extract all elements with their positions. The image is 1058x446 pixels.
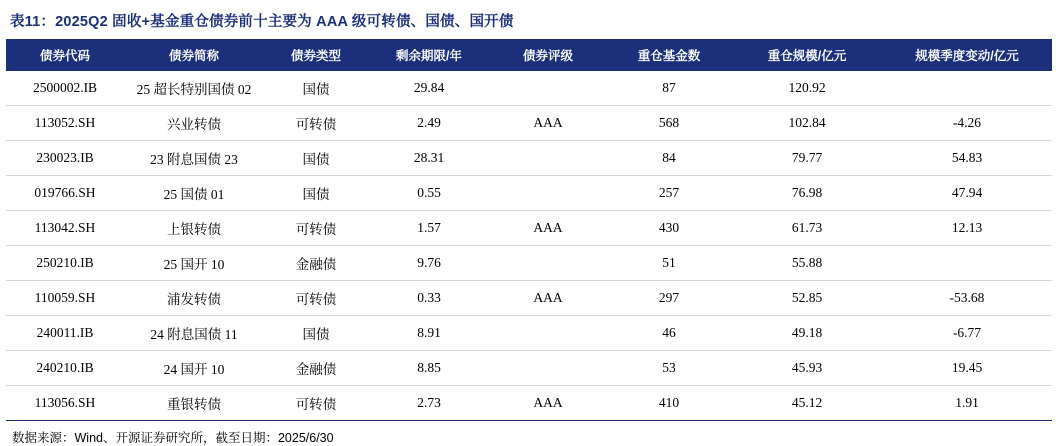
column-header-bond-name: 债券简称 xyxy=(124,39,264,71)
cell-bond-name: 浦发转债 xyxy=(124,281,264,316)
cell-quarterly-change: 54.83 xyxy=(882,141,1052,176)
cell-fund-count: 568 xyxy=(606,106,732,141)
table-row xyxy=(6,316,1052,351)
table-body xyxy=(6,71,1052,421)
cell-fund-count: 53 xyxy=(606,351,732,386)
cell-bond-code: 240210.IB xyxy=(6,351,124,386)
cell-quarterly-change xyxy=(882,246,1052,281)
cell-remaining-maturity: 8.91 xyxy=(368,316,490,351)
table-row xyxy=(6,141,1052,176)
cell-bond-rating xyxy=(490,246,606,281)
cell-bond-rating xyxy=(490,316,606,351)
cell-bond-code: 250210.IB xyxy=(6,246,124,281)
cell-bond-code: 110059.SH xyxy=(6,281,124,316)
cell-bond-name: 兴业转债 xyxy=(124,106,264,141)
cell-bond-name: 25 国开 10 xyxy=(124,246,264,281)
cell-bond-type: 国债 xyxy=(264,71,368,106)
cell-quarterly-change: -4.26 xyxy=(882,106,1052,141)
bond-holdings-table xyxy=(6,39,1052,421)
cell-bond-code: 113052.SH xyxy=(6,106,124,141)
column-header-bond-rating: 债券评级 xyxy=(490,39,606,71)
cell-holding-scale: 52.85 xyxy=(732,281,882,316)
table-row xyxy=(6,281,1052,316)
table-row xyxy=(6,246,1052,281)
cell-holding-scale: 55.88 xyxy=(732,246,882,281)
cell-holding-scale: 120.92 xyxy=(732,71,882,106)
cell-holding-scale: 76.98 xyxy=(732,176,882,211)
cell-holding-scale: 45.93 xyxy=(732,351,882,386)
cell-bond-name: 上银转债 xyxy=(124,211,264,246)
column-header-bond-code: 债券代码 xyxy=(6,39,124,71)
cell-fund-count: 257 xyxy=(606,176,732,211)
cell-remaining-maturity: 8.85 xyxy=(368,351,490,386)
cell-bond-type: 可转债 xyxy=(264,106,368,141)
cell-bond-name: 24 附息国债 11 xyxy=(124,316,264,351)
cell-quarterly-change: 47.94 xyxy=(882,176,1052,211)
cell-bond-type: 可转债 xyxy=(264,386,368,421)
cell-bond-code: 113042.SH xyxy=(6,211,124,246)
table-row xyxy=(6,71,1052,106)
cell-fund-count: 87 xyxy=(606,71,732,106)
column-header-fund-count: 重仓基金数 xyxy=(606,39,732,71)
cell-bond-type: 可转债 xyxy=(264,211,368,246)
cell-quarterly-change: 12.13 xyxy=(882,211,1052,246)
cell-bond-name: 25 超长特别国债 02 xyxy=(124,71,264,106)
cell-quarterly-change: 1.91 xyxy=(882,386,1052,421)
cell-bond-name: 重银转债 xyxy=(124,386,264,421)
cell-remaining-maturity: 9.76 xyxy=(368,246,490,281)
cell-fund-count: 410 xyxy=(606,386,732,421)
cell-remaining-maturity: 2.73 xyxy=(368,386,490,421)
cell-bond-rating: AAA xyxy=(490,211,606,246)
cell-quarterly-change: -53.68 xyxy=(882,281,1052,316)
cell-bond-code: 113056.SH xyxy=(6,386,124,421)
cell-bond-rating: AAA xyxy=(490,106,606,141)
table-header-row xyxy=(6,39,1052,71)
cell-bond-rating xyxy=(490,141,606,176)
cell-bond-rating: AAA xyxy=(490,281,606,316)
table-row xyxy=(6,176,1052,211)
cell-bond-type: 金融债 xyxy=(264,351,368,386)
cell-bond-code: 230023.IB xyxy=(6,141,124,176)
cell-holding-scale: 49.18 xyxy=(732,316,882,351)
cell-fund-count: 46 xyxy=(606,316,732,351)
cell-fund-count: 51 xyxy=(606,246,732,281)
cell-bond-code: 019766.SH xyxy=(6,176,124,211)
cell-bond-type: 国债 xyxy=(264,316,368,351)
figure-title: 表11：2025Q2 固收+基金重仓债券前十主要为 AAA 级可转债、国债、国开债 xyxy=(10,14,514,30)
source-note: 数据来源：Wind、开源证券研究所，截至日期：2025/6/30 xyxy=(12,431,334,445)
cell-bond-name: 23 附息国债 23 xyxy=(124,141,264,176)
cell-bond-rating: AAA xyxy=(490,386,606,421)
table-row xyxy=(6,106,1052,141)
cell-bond-name: 24 国开 10 xyxy=(124,351,264,386)
cell-remaining-maturity: 0.55 xyxy=(368,176,490,211)
cell-bond-type: 金融债 xyxy=(264,246,368,281)
cell-bond-type: 国债 xyxy=(264,176,368,211)
cell-holding-scale: 79.77 xyxy=(732,141,882,176)
cell-remaining-maturity: 2.49 xyxy=(368,106,490,141)
cell-bond-rating xyxy=(490,176,606,211)
cell-bond-type: 国债 xyxy=(264,141,368,176)
cell-quarterly-change: -6.77 xyxy=(882,316,1052,351)
cell-fund-count: 297 xyxy=(606,281,732,316)
column-header-quarterly-change: 规模季度变动/亿元 xyxy=(882,39,1052,71)
cell-remaining-maturity: 1.57 xyxy=(368,211,490,246)
cell-bond-rating xyxy=(490,71,606,106)
table-header xyxy=(6,39,1052,71)
column-header-holding-scale: 重仓规模/亿元 xyxy=(732,39,882,71)
cell-remaining-maturity: 29.84 xyxy=(368,71,490,106)
table-row xyxy=(6,386,1052,421)
cell-remaining-maturity: 0.33 xyxy=(368,281,490,316)
table-row xyxy=(6,351,1052,386)
cell-holding-scale: 61.73 xyxy=(732,211,882,246)
cell-quarterly-change xyxy=(882,71,1052,106)
cell-holding-scale: 102.84 xyxy=(732,106,882,141)
column-header-remaining-maturity: 剩余期限/年 xyxy=(368,39,490,71)
column-header-bond-type: 债券类型 xyxy=(264,39,368,71)
cell-remaining-maturity: 28.31 xyxy=(368,141,490,176)
cell-bond-rating xyxy=(490,351,606,386)
cell-bond-type: 可转债 xyxy=(264,281,368,316)
cell-holding-scale: 45.12 xyxy=(732,386,882,421)
cell-fund-count: 430 xyxy=(606,211,732,246)
cell-bond-name: 25 国债 01 xyxy=(124,176,264,211)
cell-quarterly-change: 19.45 xyxy=(882,351,1052,386)
cell-fund-count: 84 xyxy=(606,141,732,176)
table-row xyxy=(6,211,1052,246)
cell-bond-code: 240011.IB xyxy=(6,316,124,351)
cell-bond-code: 2500002.IB xyxy=(6,71,124,106)
